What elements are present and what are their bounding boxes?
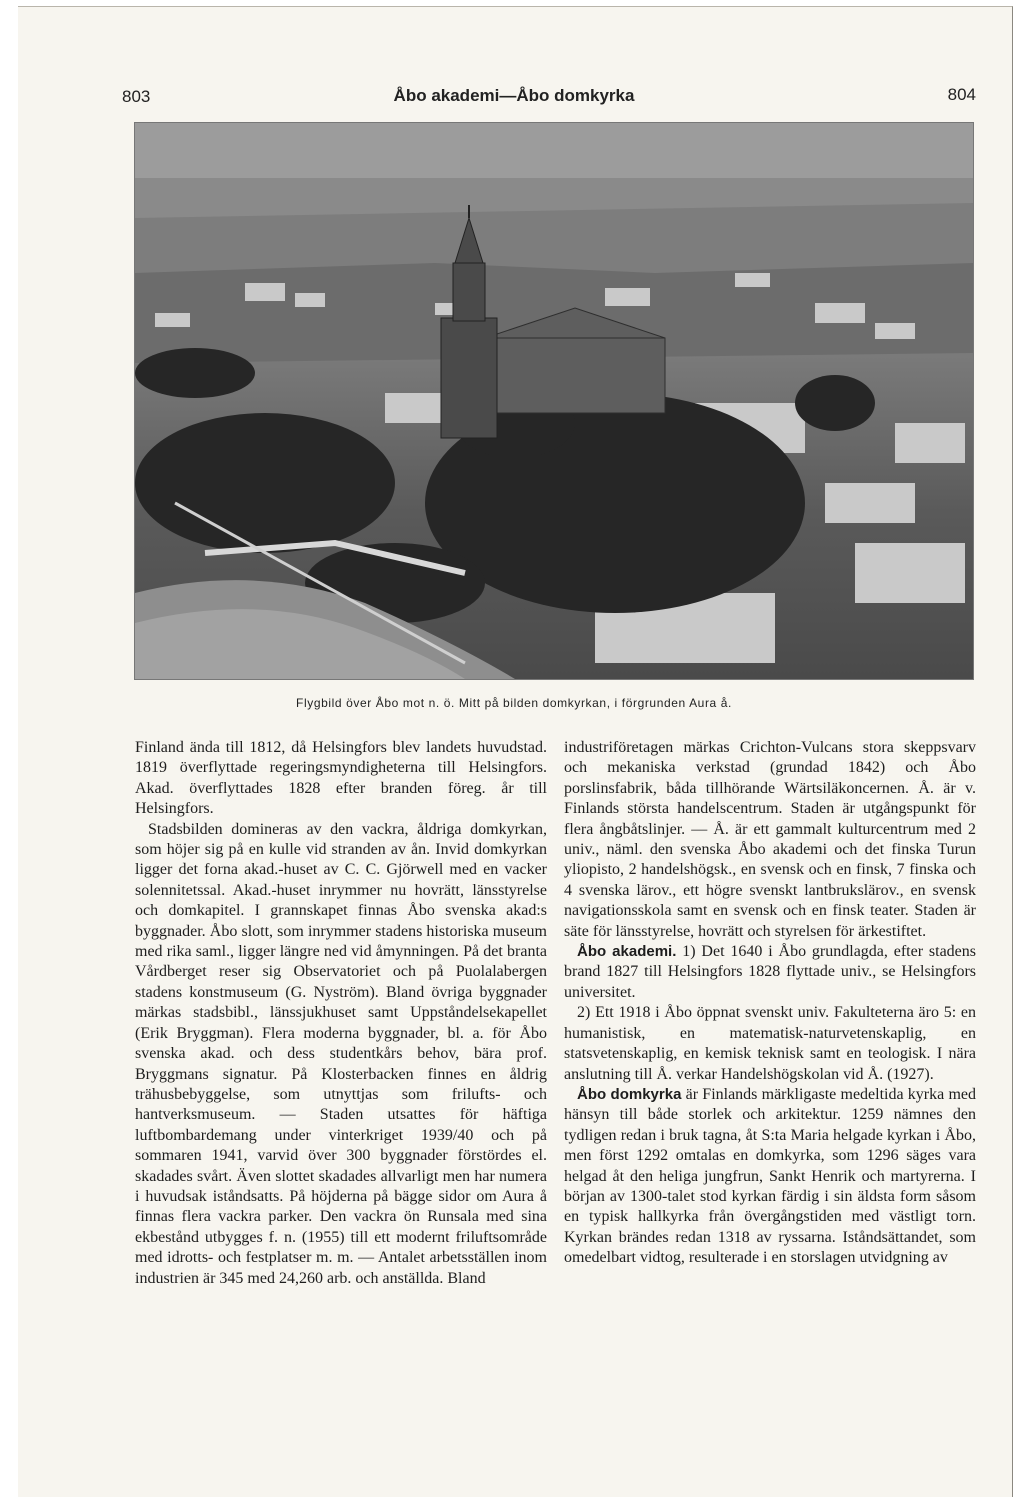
paragraph-industry: industriföretagen märkas Crichton-Vulcans stora skeppsvarv och mekaniska verkstad (grundad 1842) och Åbo porslinsfabrik, båda tillhörande Wärtsiläkoncernen. Å. är v. Finlands största handelscentrum. Staden är utgångspunkt för flera ångbåtslinjer. — Å. är ett gammalt kulturcentrum med 2 univ., näml. den svenska Åbo akademi och det finska Turun yliopisto, 2 handelshögsk., en svensk och en finsk, 7 finska och 4 svenska lärov., ett högre svenskt lantbrukslärov., en svensk navigationsskola samt en svensk och en finsk teater. Staden är säte för länsstyrelse, hovrätt och styrelsen för ärkestiftet.	[564, 739, 976, 940]
entry-heading-abo-domkyrka: Åbo domkyrka	[577, 1085, 682, 1103]
page-number-left: 803	[122, 87, 151, 106]
left-text-column	[135, 738, 547, 1289]
paragraph-akademi-2: 2) Ett 1918 i Åbo öppnat svenskt univ. Fakulteterna äro 5: en humanistisk, en matematisk-naturvetenskaplig, en statsvetenskaplig, en kemisk teknisk samt en teologisk. I nära anslutning till Å. verkar Handelshögskolan vid Å. (1927).	[564, 1004, 976, 1083]
page-number-right: 804	[947, 85, 976, 104]
photo-caption: Flygbild över Åbo mot n. ö. Mitt på bilden domkyrkan, i förgrunden Aura å.	[296, 696, 732, 710]
aerial-photo-illustration	[135, 123, 973, 679]
entry-abo-akademi	[564, 942, 976, 1003]
right-text-column	[564, 738, 976, 1269]
aerial-photo	[134, 122, 974, 680]
entry-abo-domkyrka	[564, 1085, 976, 1269]
entry-text-abo-domkyrka: är Finlands märkligaste medeltida kyrka med hänsyn till både storlek och arkitektur. 1259 nämnes den tydligen redan i bruk tagna, åt S:ta Maria helgade kyrkan i Åbo, men först 1292 omtalas en domkyrka, som 1296 säges vara helgad åt den heliga jungfrun, Sankt Henrik och martyrerna. I början av 1300-talet stod kyrkan färdig i sin äldsta form såsom en typisk hallkyrka från övergångstiden med västligt torn. Kyrkan brändes redan 1318 av ryssarna. Iståndsättandet, som omedelbart vidtog, resulterade i en storslagen utvidgning av	[564, 1085, 976, 1267]
entry-heading-abo-akademi: Åbo akademi.	[577, 943, 677, 961]
running-title: Åbo akademi—Åbo domkyrka	[393, 86, 635, 105]
paragraph-history: Finland ända till 1812, då Helsingfors blev landets huvudstad. 1819 överflyttade regeringsmyndigheterna till Helsingfors. Akad. överflyttades 1828 efter branden föreg. år till Helsingfors.	[135, 739, 547, 818]
entry-text-abo-akademi: 1) Det 1640 i Åbo grundlagda, efter stadens brand 1827 till Helsingfors 1828 flyttade univ., se Helsingfors universitet.	[564, 943, 977, 1001]
running-header	[0, 80, 1028, 110]
paragraph-cityscape: Stadsbilden domineras av den vackra, åldriga domkyrkan, som höjer sig på en kulle vid stranden av ån. Invid domkyrkan ligger det forna akad.-huset av C. C. Gjörwell med en vacker solennitetssal. Akad.-huset inrymmer nu hovrätt, länsstyrelse och domkapitel. I grannskapet finnas Åbo svenska akad:s byggnader. Åbo slott, som inrymmer stadens historiska museum med rika saml., ligger längre ned vid åmynningen. På det branta Vårdberget reser sig Observatoriet och på Puolalabergen stadens konstmuseum (G. Nyström). Bland övriga byggnader märkas stadsbibl., länssjukhuset samt Uppståndelsekapellet (Erik Bryggman). Flera moderna byggnader, bl. a. för Åbo svenska akad. och dess studentkårs behov, bära prof. Bryggmans signatur. På Klosterbacken finnes en åldrig trähusbebyggelse, som utnyttjas som frilufts- och hantverksmuseum. — Staden utsattes för häftiga luftbombardemang under vinterkriget 1939/40 och på sommaren 1941, varvid över 300 byggnader förstördes el. skadades svårt. Även slottet skadades allvarligt men har numera i huvudsak iståndsatts. På höjderna på bägge sidor om Aura å finnas flera vackra parker. Den vackra ön Runsala med sina ekbestånd utbygges f. n. (1955) till ett modernt friluftsområde med idrotts- och festplatser m. m. — Antalet arbetsställen inom industrien är 345 med 24,260 arb. och anställda. Bland	[135, 820, 547, 1287]
